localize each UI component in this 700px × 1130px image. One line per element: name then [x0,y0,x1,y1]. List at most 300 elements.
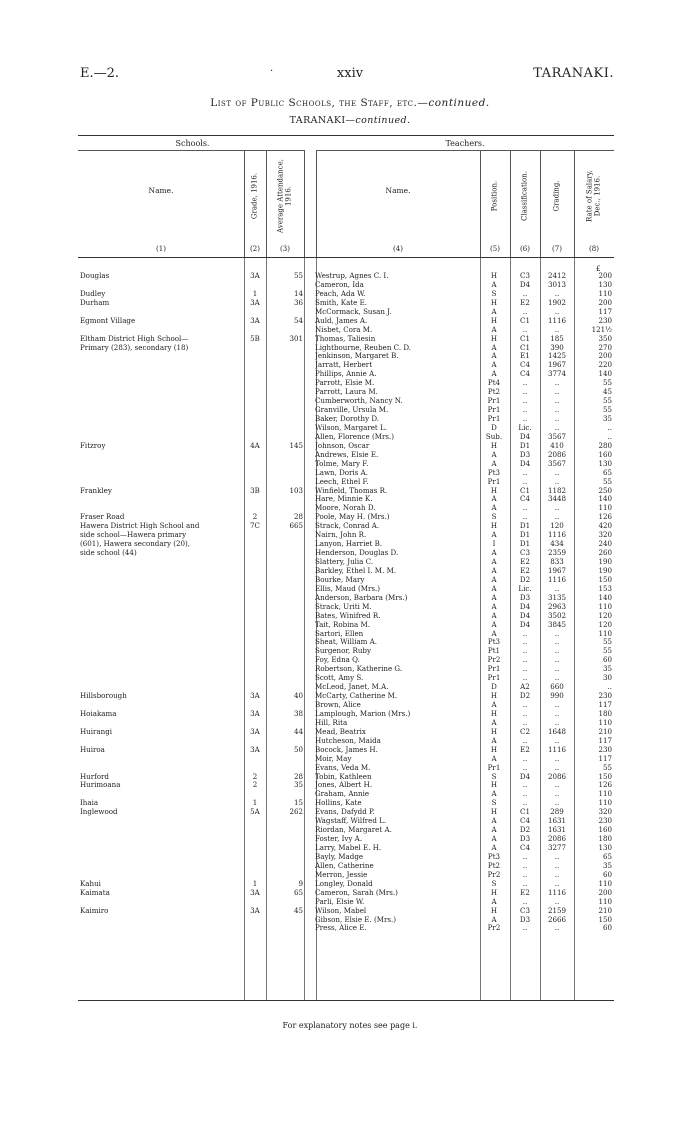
cell-teacher-name: McCormack, Susan J. [315,307,392,316]
cell-classification: D4 [519,458,531,468]
cell-position: A [491,530,497,540]
cell-position: A [491,583,497,593]
cell-position: H [490,905,498,915]
cell-salary: 200 [598,887,612,897]
cell-salary: 55 [602,396,612,406]
cell-position: Pt2 [487,860,501,870]
table-row [78,853,614,862]
cell-position: Pr1 [487,762,501,772]
table-row [78,451,614,460]
cell-attendance: 665 [289,521,303,531]
table-row [78,790,614,799]
cell-salary: 150 [598,574,612,584]
cell-grade: 2 [252,512,258,522]
cell-teacher-name: Scott, Amy S. [315,674,364,683]
cell-salary: 210 [598,905,612,915]
table-row [78,880,614,889]
cell-school-name: Kaimiro [80,906,109,915]
cell-teacher-name: Strack, Uriti M. [315,602,372,611]
cell-teacher-name: Jarratt, Herbert [315,361,373,370]
cell-salary: 420 [598,521,612,531]
cell-teacher-name: Smith, Kate E. [315,298,368,307]
cell-classification: .. [522,851,528,861]
divider-4 [316,150,317,257]
cell-classification: .. [522,467,528,477]
cell-teacher-name: Hollins, Kate [315,799,362,808]
cell-classification: .. [522,708,528,718]
cell-school-name: Dudley [80,289,106,298]
cell-grading: .. [554,717,560,727]
col-school-name: Name. [148,186,174,195]
cell-grading: 1425 [547,351,567,361]
cell-salary: 280 [598,440,612,450]
cell-school-name: Kahui [80,879,101,888]
cell-grading: 3567 [547,431,567,441]
cell-teacher-name: Tolme, Mary F. [315,459,369,468]
cell-classification: .. [522,414,528,423]
cell-grading: 185 [550,333,564,343]
footnote: For explanatory notes see page i. [282,1021,418,1030]
cell-grade: 2 [252,771,258,781]
cell-grading: .. [554,467,560,477]
cell-position: S [491,798,497,808]
table-row [78,710,614,719]
col-attendance: Average Attendance, 1916. [276,159,292,233]
cell-salary: 126 [598,512,612,522]
cell-classification: C3 [520,271,530,280]
cell-school-name: Primary (283), secondary (18) [80,343,189,352]
cell-grading: .. [554,288,560,298]
table-row [78,335,614,344]
cell-grade: 3A [250,691,260,701]
cell-position: A [491,753,497,763]
cell-teacher-name: Allen, Florence (Mrs.) [315,432,395,441]
cell-attendance: 50 [293,744,303,754]
cell-grading: 3013 [547,279,567,289]
cell-teacher-name: Lanyon, Harriet B. [315,540,383,549]
cell-grading: .. [554,655,560,665]
cell-salary: 150 [598,771,612,781]
cell-classification: .. [522,789,528,799]
table-row [78,344,614,353]
cell-position: Pt3 [487,467,501,477]
cell-teacher-name: Evans, Dafydd P. [315,808,375,817]
cell-teacher-name: Leech, Ethel F. [315,477,369,486]
table-row [78,692,614,701]
cell-grade: 3A [250,905,260,915]
table-row [78,415,614,424]
table-row [78,361,614,370]
cell-salary: 150 [598,914,612,924]
cell-teacher-name: Poole, May H. (Mrs.) [315,513,390,522]
col-num-7: (7) [552,245,562,253]
cell-classification: .. [522,923,528,933]
cell-teacher-name: Graham, Annie [315,790,370,799]
header-bottom-rule [78,257,614,258]
cell-teacher-name: Parli, Elsie W. [315,897,365,906]
cell-classification: C3 [520,548,530,558]
cell-classification: A2 [520,682,530,692]
cell-salary: 190 [598,557,612,566]
cell-grade: 1 [252,288,258,298]
cell-salary: 180 [598,708,612,718]
cell-grading: 1967 [547,360,567,370]
cell-grading: .. [554,512,560,522]
cell-teacher-name: Allen, Catherine [315,861,374,870]
cell-teacher-name: Tobin, Kathleen [315,772,372,781]
cell-teacher-name: Bayly, Madge [315,852,364,861]
table-row [78,370,614,379]
cell-school-name: (601), Hawera secondary (20), [80,540,191,549]
cell-grading: 410 [550,440,564,450]
cell-grading: .. [554,396,560,406]
cell-teacher-name: Wilson, Mabel [315,906,367,915]
cell-attendance: 36 [293,297,303,307]
cell-position: A [491,700,497,709]
table-row [78,656,614,665]
table-row [78,603,614,612]
cell-position: Pr1 [487,664,501,674]
cell-classification: .. [522,405,528,415]
cell-attendance: 28 [293,512,303,522]
cell-teacher-name: Longley, Donald [315,879,373,888]
cell-grading: .. [554,503,560,513]
cell-salary: 121½ [591,324,612,334]
table-row [78,272,614,281]
cell-teacher-name: Hutcheson, Maida [315,736,381,745]
cell-grade: 3A [250,744,260,754]
table-row [78,549,614,558]
cell-attendance: 40 [293,691,303,701]
cell-school-name: Inglewood [80,808,118,817]
cell-position: S [491,288,497,298]
col-position: Position. [490,180,499,212]
cell-classification: D2 [519,825,531,835]
cell-salary: 65 [602,851,612,861]
table-row [78,513,614,522]
cell-grading: 990 [550,691,564,701]
table-row [78,862,614,871]
cell-classification: .. [522,306,528,316]
cell-salary: 117 [598,700,612,709]
cell-teacher-name: McCarty, Catherine M. [315,692,398,701]
cell-position: H [490,485,498,495]
cell-classification: C4 [520,816,530,826]
table-row [78,907,614,916]
cell-grading: 1631 [547,816,567,826]
cell-grading: .. [554,753,560,763]
table-row [78,665,614,674]
cell-grading: 3277 [547,843,567,852]
cell-classification: D4 [519,619,531,629]
cell-grading: 390 [550,342,564,352]
cell-salary: 60 [602,655,612,665]
cell-teacher-name: Baker, Dorothy D. [315,415,380,423]
cell-classification: Lic. [518,422,532,432]
cell-grading: 3448 [547,494,567,504]
cell-grading: .. [554,923,560,933]
cell-salary: 230 [598,816,612,826]
table-row [78,558,614,567]
cell-classification: C1 [520,315,530,325]
cell-teacher-name: Moir, May [315,754,352,763]
cell-salary: 35 [602,860,612,870]
cell-salary: 55 [602,405,612,415]
cell-salary: 117 [598,735,612,745]
cell-position: Pt4 [487,378,501,388]
cell-school-name: Huiroa [80,745,105,754]
cell-position: A [491,351,497,361]
cell-position: A [491,825,497,835]
cell-teacher-name: Parrott, Laura M. [315,388,378,397]
cell-grade: 3A [250,315,260,325]
cell-grading: 1902 [547,297,567,307]
cell-classification: D3 [519,592,531,602]
cell-position: A [491,306,497,316]
group-schools: Schools. [175,139,210,148]
cell-school-name: Hoiakama [80,709,117,718]
cell-salary: 110 [598,789,612,799]
cell-teacher-name: Cumberworth, Nancy N. [315,397,403,406]
cell-teacher-name: Larry, Mabel E. H. [315,844,382,852]
cell-position: Pr2 [487,655,501,665]
cell-salary: 320 [598,530,612,540]
cell-position: H [490,744,498,754]
cell-salary: 230 [598,691,612,701]
cell-grading: 1116 [547,574,567,584]
cell-grade: 3A [250,887,260,897]
table-row [78,299,614,308]
cell-grading: .. [554,378,560,388]
cell-grading: 3845 [547,619,567,629]
cell-teacher-name: Wilson, Margaret L. [315,423,388,432]
cell-position: S [491,771,497,781]
table-row [78,326,614,335]
cell-salary: 250 [598,485,612,495]
cell-position: H [490,726,498,736]
cell-classification: E2 [520,557,530,566]
cell-salary: 110 [598,798,612,808]
cell-grading: .. [554,422,560,432]
cell-grading: .. [554,628,560,638]
cell-salary: 270 [598,342,612,352]
group-teachers: Teachers. [445,139,485,148]
cell-teacher-name: Johnson, Oscar [315,441,370,450]
cell-classification: C2 [520,726,530,736]
table-row [78,701,614,710]
cell-teacher-name: Sheat, William A. [315,638,378,647]
cell-salary: 35 [602,414,612,423]
cell-position: S [491,512,497,522]
cell-classification: D1 [519,539,531,549]
cell-grading: 2159 [547,905,567,915]
cell-salary: 130 [598,843,612,852]
cell-school-name: Durham [80,298,110,307]
cell-classification: D4 [519,610,531,620]
table-row [78,799,614,808]
cell-classification: D1 [519,440,531,450]
cell-position: A [491,816,497,826]
cell-grading: .. [554,664,560,674]
table-row [78,406,614,415]
table-row [78,442,614,451]
cell-classification: .. [522,664,528,674]
cell-grading: 2666 [547,914,567,924]
cell-school-name: Eltham District High School— [80,334,189,343]
cell-grading: 3774 [547,369,567,379]
cell-position: A [491,324,497,334]
cell-salary: 110 [598,717,612,727]
cell-salary: 55 [602,646,612,656]
cell-salary: 30 [602,673,612,683]
cell-position: H [490,691,498,701]
cell-teacher-name: Cameron, Ida [315,280,364,289]
table-row [78,576,614,585]
cell-salary: 110 [598,896,612,906]
cell-salary: 60 [602,869,612,879]
cell-salary: 153 [598,583,612,593]
table-row [78,594,614,603]
cell-grading: 289 [550,807,564,817]
cell-classification: C4 [520,360,530,370]
table-row [78,826,614,835]
cell-salary: 55 [602,378,612,388]
cell-grading: .. [554,896,560,906]
cell-grade: 3A [250,271,260,280]
cell-salary: 260 [598,548,612,558]
cell-teacher-name: Bates, Winifred R. [315,611,381,620]
cell-teacher-name: Winfield, Thomas R. [315,486,388,495]
cell-school-name: Hurford [80,772,109,781]
cell-classification: C3 [520,905,530,915]
cell-grade: 3A [250,726,260,736]
header-mark: · [270,66,274,77]
table-row [78,540,614,549]
cell-classification: E1 [520,351,530,361]
cell-position: Pr2 [487,869,501,879]
cell-classification: E2 [520,297,530,307]
cell-classification: D4 [519,431,531,441]
cell-classification: D2 [519,691,531,701]
cell-grading: .. [554,583,560,593]
cell-teacher-name: Gibson, Elsie E. (Mrs.) [315,915,397,924]
cell-position: H [490,780,498,790]
cell-teacher-name: Ellis, Maud (Mrs.) [315,584,381,593]
cell-grading: 1648 [547,726,567,736]
table-row [78,397,614,406]
cell-salary: 55 [602,762,612,772]
cell-teacher-name: Jenkinson, Margaret B. [315,352,399,361]
cell-teacher-name: Foster, Ivy A. [315,835,363,844]
cell-classification: .. [522,780,528,790]
cell-attendance: 9 [298,878,303,888]
cell-position: A [491,843,497,852]
cell-grading: 2086 [547,771,567,781]
cell-position: Pr1 [487,476,501,486]
cell-position: A [491,342,497,352]
table-row [78,728,614,737]
teachers-rule [316,150,614,151]
page-subtitle: TARANAKI—continued. [289,115,411,126]
cell-grading: 2086 [547,449,567,459]
table-row [78,630,614,639]
cell-salary: 126 [598,780,612,790]
cell-teacher-name: Auld, James A. [315,316,368,325]
col-num-8: (8) [589,245,599,253]
cell-salary: 160 [598,449,612,459]
cell-classification: .. [522,512,528,522]
cell-grading: 434 [550,539,564,549]
cell-school-name: Huirangi [80,727,113,736]
cell-teacher-name: Peach, Ada W. [315,289,366,298]
cell-classification: .. [522,288,528,298]
cell-classification: C4 [520,369,530,379]
divider-5 [480,150,481,257]
cell-grading: .. [554,780,560,790]
cell-teacher-name: Hare, Minnie K. [315,495,373,504]
cell-teacher-name: Mead, Beatrix [315,727,366,736]
cell-classification: .. [522,655,528,665]
cell-position: H [490,887,498,897]
cell-position: H [490,333,498,343]
cell-classification: .. [522,869,528,879]
table-bottom-rule [78,1000,614,1001]
cell-classification: .. [522,878,528,888]
cell-grading: .. [554,735,560,745]
col-salary: Rate of Salary, Dec., 1916. [585,170,601,222]
cell-grading: 1967 [547,565,567,575]
cell-classification: .. [522,735,528,745]
cell-school-name: side school—Hawera primary [80,531,187,540]
cell-salary: 120 [598,610,612,620]
cell-grading: .. [554,306,560,316]
cell-teacher-name: Lightbourne, Reuben C. D. [315,343,412,352]
cell-salary: 160 [598,825,612,835]
cell-classification: D4 [519,771,531,781]
table-row [78,621,614,630]
cell-school-name: Ihaia [80,799,99,808]
cell-teacher-name: Barkley, Ethel I. M. M. [315,566,397,575]
table-body [78,272,614,933]
cell-grading: .. [554,476,560,486]
cell-teacher-name: Hill, Rita [315,718,348,727]
cell-attendance: 15 [293,798,303,808]
table-row [78,433,614,442]
cell-position: S [491,878,497,888]
cell-grading: .. [554,869,560,879]
cell-salary: 230 [598,315,612,325]
cell-salary: 35 [602,664,612,674]
cell-classification: .. [522,798,528,808]
cell-teacher-name: Sartori, Ellen [315,629,364,638]
cell-position: H [490,521,498,531]
cell-attendance: 14 [293,288,303,298]
col-classification: Classification. [520,171,529,221]
table-row [78,719,614,728]
cell-teacher-name: Moore, Norah D. [315,504,376,513]
cell-grading: .. [554,646,560,656]
cell-salary: 210 [598,726,612,736]
cell-school-name: side school (44) [80,549,137,558]
cell-classification: .. [522,673,528,683]
cell-grading: 3567 [547,458,567,468]
cell-position: A [491,619,497,629]
divider-6 [510,150,511,257]
cell-classification: .. [522,896,528,906]
cell-position: Pt3 [487,637,501,647]
table-row [78,308,614,317]
divider-3 [304,150,305,257]
